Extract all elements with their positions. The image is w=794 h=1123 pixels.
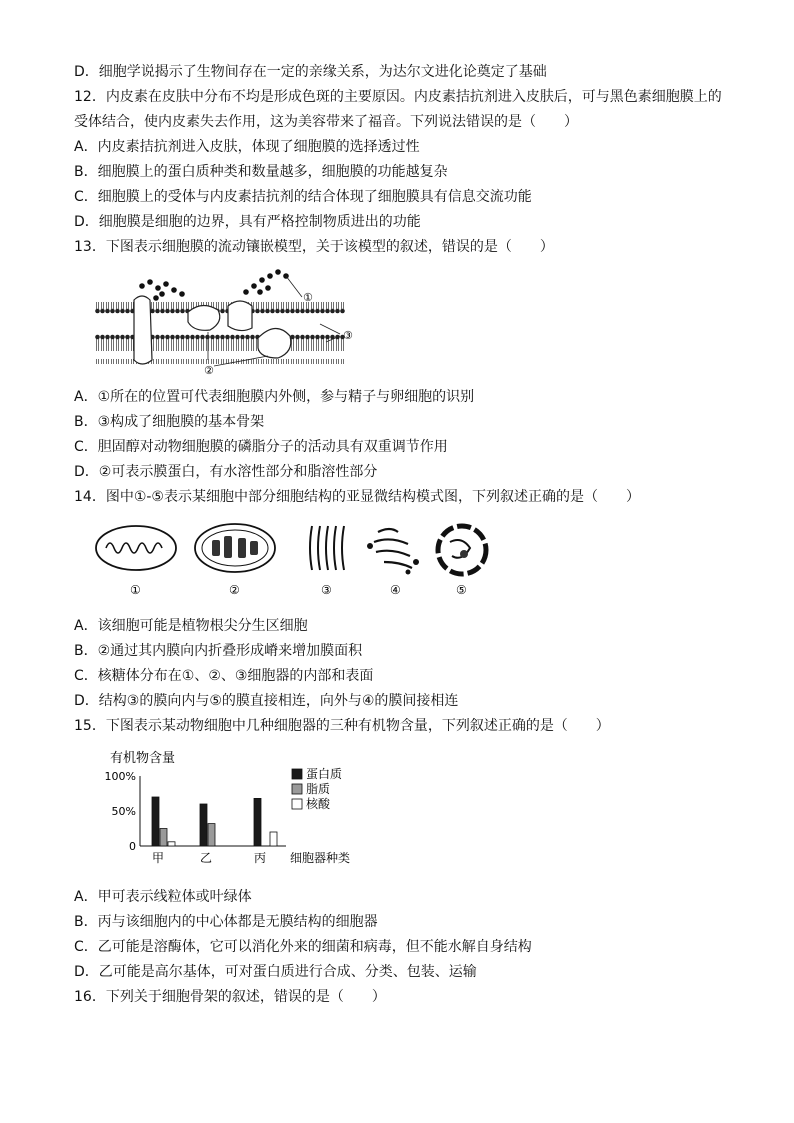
organelle-3-shape [310, 526, 344, 570]
bar-甲-脂质 [160, 829, 167, 847]
peripheral-protein [188, 305, 220, 330]
q12-stem-line1: 12．内皮素在皮肤中分布不均是形成色斑的主要原因。内皮素拮抗剂进入皮肤后，可与黑色素细胞膜上的 [74, 89, 722, 105]
legend-swatch [292, 769, 302, 779]
q14-option-a: A．该细胞可能是植物根尖分生区细胞 [74, 618, 308, 634]
q14-option-c: C．核糖体分布在①、②、③细胞器的内部和表面 [74, 668, 374, 684]
x-tick-label: 乙 [199, 851, 213, 865]
legend-swatch [292, 799, 302, 809]
embedded-protein [228, 301, 252, 331]
y-tick-label: 0 [129, 840, 136, 853]
organelle-1-shape [96, 526, 176, 570]
q13-option-d: D．②可表示膜蛋白，有水溶性部分和脂溶性部分 [74, 464, 378, 480]
q11-option-d: D．细胞学说揭示了生物间存在一定的亲缘关系，为达尔文进化论奠定了基础 [74, 64, 547, 80]
x-axis-label: 细胞器种类 [290, 851, 351, 865]
q13-option-a: A．①所在的位置可代表细胞膜内外侧，参与精子与卵细胞的识别 [74, 389, 475, 405]
organelle-figure [90, 522, 500, 600]
organelle-2-shape [195, 524, 275, 572]
bar-丙-核酸 [270, 832, 277, 846]
q12-stem-line2: 受体结合，使内皮素失去作用，这为美容带来了福音。下列说法错误的是（ ） [74, 114, 578, 130]
organelle-label-2: ② [229, 583, 240, 597]
glycoprotein-chains [139, 269, 289, 301]
organelle-label-1: ① [130, 583, 141, 597]
q12-option-a: A．内皮素拮抗剂进入皮肤，体现了细胞膜的选择透过性 [74, 139, 420, 155]
q15-option-c: C．乙可能是溶酶体，它可以消化外来的细菌和病毒，但不能水解自身结构 [74, 939, 532, 955]
legend-label: 蛋白质 [306, 767, 343, 781]
q15-option-a: A．甲可表示线粒体或叶绿体 [74, 889, 252, 905]
x-tick-label: 甲 [151, 851, 165, 865]
y-tick-label: 50% [111, 805, 136, 818]
y-tick-label: 100% [104, 770, 136, 783]
q15-option-b: B．丙与该细胞内的中心体都是无膜结构的细胞器 [74, 914, 378, 930]
q16-stem: 16．下列关于细胞骨架的叙述，错误的是（ ） [74, 989, 386, 1005]
label-2: ② [204, 364, 214, 377]
organelle-content-chart [96, 748, 386, 870]
q13-option-b: B．③构成了细胞膜的基本骨架 [74, 414, 265, 430]
transmembrane-protein-left [134, 296, 152, 364]
legend-label: 脂质 [306, 782, 331, 796]
q15-option-d: D．乙可能是高尔基体，可对蛋白质进行合成、分类、包装、运输 [74, 964, 477, 980]
q14-stem: 14．图中①-⑤表示某细胞中部分细胞结构的亚显微结构模式图，下列叙述正确的是（ ） [74, 489, 640, 505]
legend-label: 核酸 [306, 797, 331, 811]
x-tick-label: 丙 [253, 851, 267, 865]
bar-甲-蛋白质 [152, 797, 159, 846]
label-1: ① [303, 291, 313, 304]
q13-stem: 13．下图表示细胞膜的流动镶嵌模型，关于该模型的叙述，错误的是（ ） [74, 239, 554, 255]
bar-甲-核酸 [168, 842, 175, 846]
q15-stem: 15．下图表示某动物细胞中几种细胞器的三种有机物含量，下列叙述正确的是（ ） [74, 718, 610, 734]
organelle-label-5: ⑤ [456, 583, 467, 597]
membrane-model-figure [90, 262, 380, 380]
bar-乙-脂质 [208, 824, 215, 846]
q14-option-d: D．结构③的膜向内与⑤的膜直接相连，向外与④的膜间接相连 [74, 693, 459, 709]
q12-option-c: C．细胞膜上的受体与内皮素拮抗剂的结合体现了细胞膜具有信息交流功能 [74, 189, 532, 205]
organelle-4-shape [374, 529, 412, 568]
q12-option-b: B．细胞膜上的蛋白质种类和数量越多，细胞膜的功能越复杂 [74, 164, 448, 180]
bar-乙-蛋白质 [200, 804, 207, 846]
q14-option-b: B．②通过其内膜向内折叠形成嵴来增加膜面积 [74, 643, 363, 659]
organelle-5-shape [438, 526, 486, 574]
q12-option-d: D．细胞膜是细胞的边界，具有严格控制物质进出的功能 [74, 214, 421, 230]
organelle-label-4: ④ [390, 583, 401, 597]
legend-swatch [292, 784, 302, 794]
y-axis-label: 有机物含量 [110, 751, 176, 766]
label-3: ③ [343, 329, 353, 342]
organelle-label-3: ③ [321, 583, 332, 597]
q13-option-c: C．胆固醇对动物细胞膜的磷脂分子的活动具有双重调节作用 [74, 439, 448, 455]
bar-丙-蛋白质 [254, 798, 261, 846]
